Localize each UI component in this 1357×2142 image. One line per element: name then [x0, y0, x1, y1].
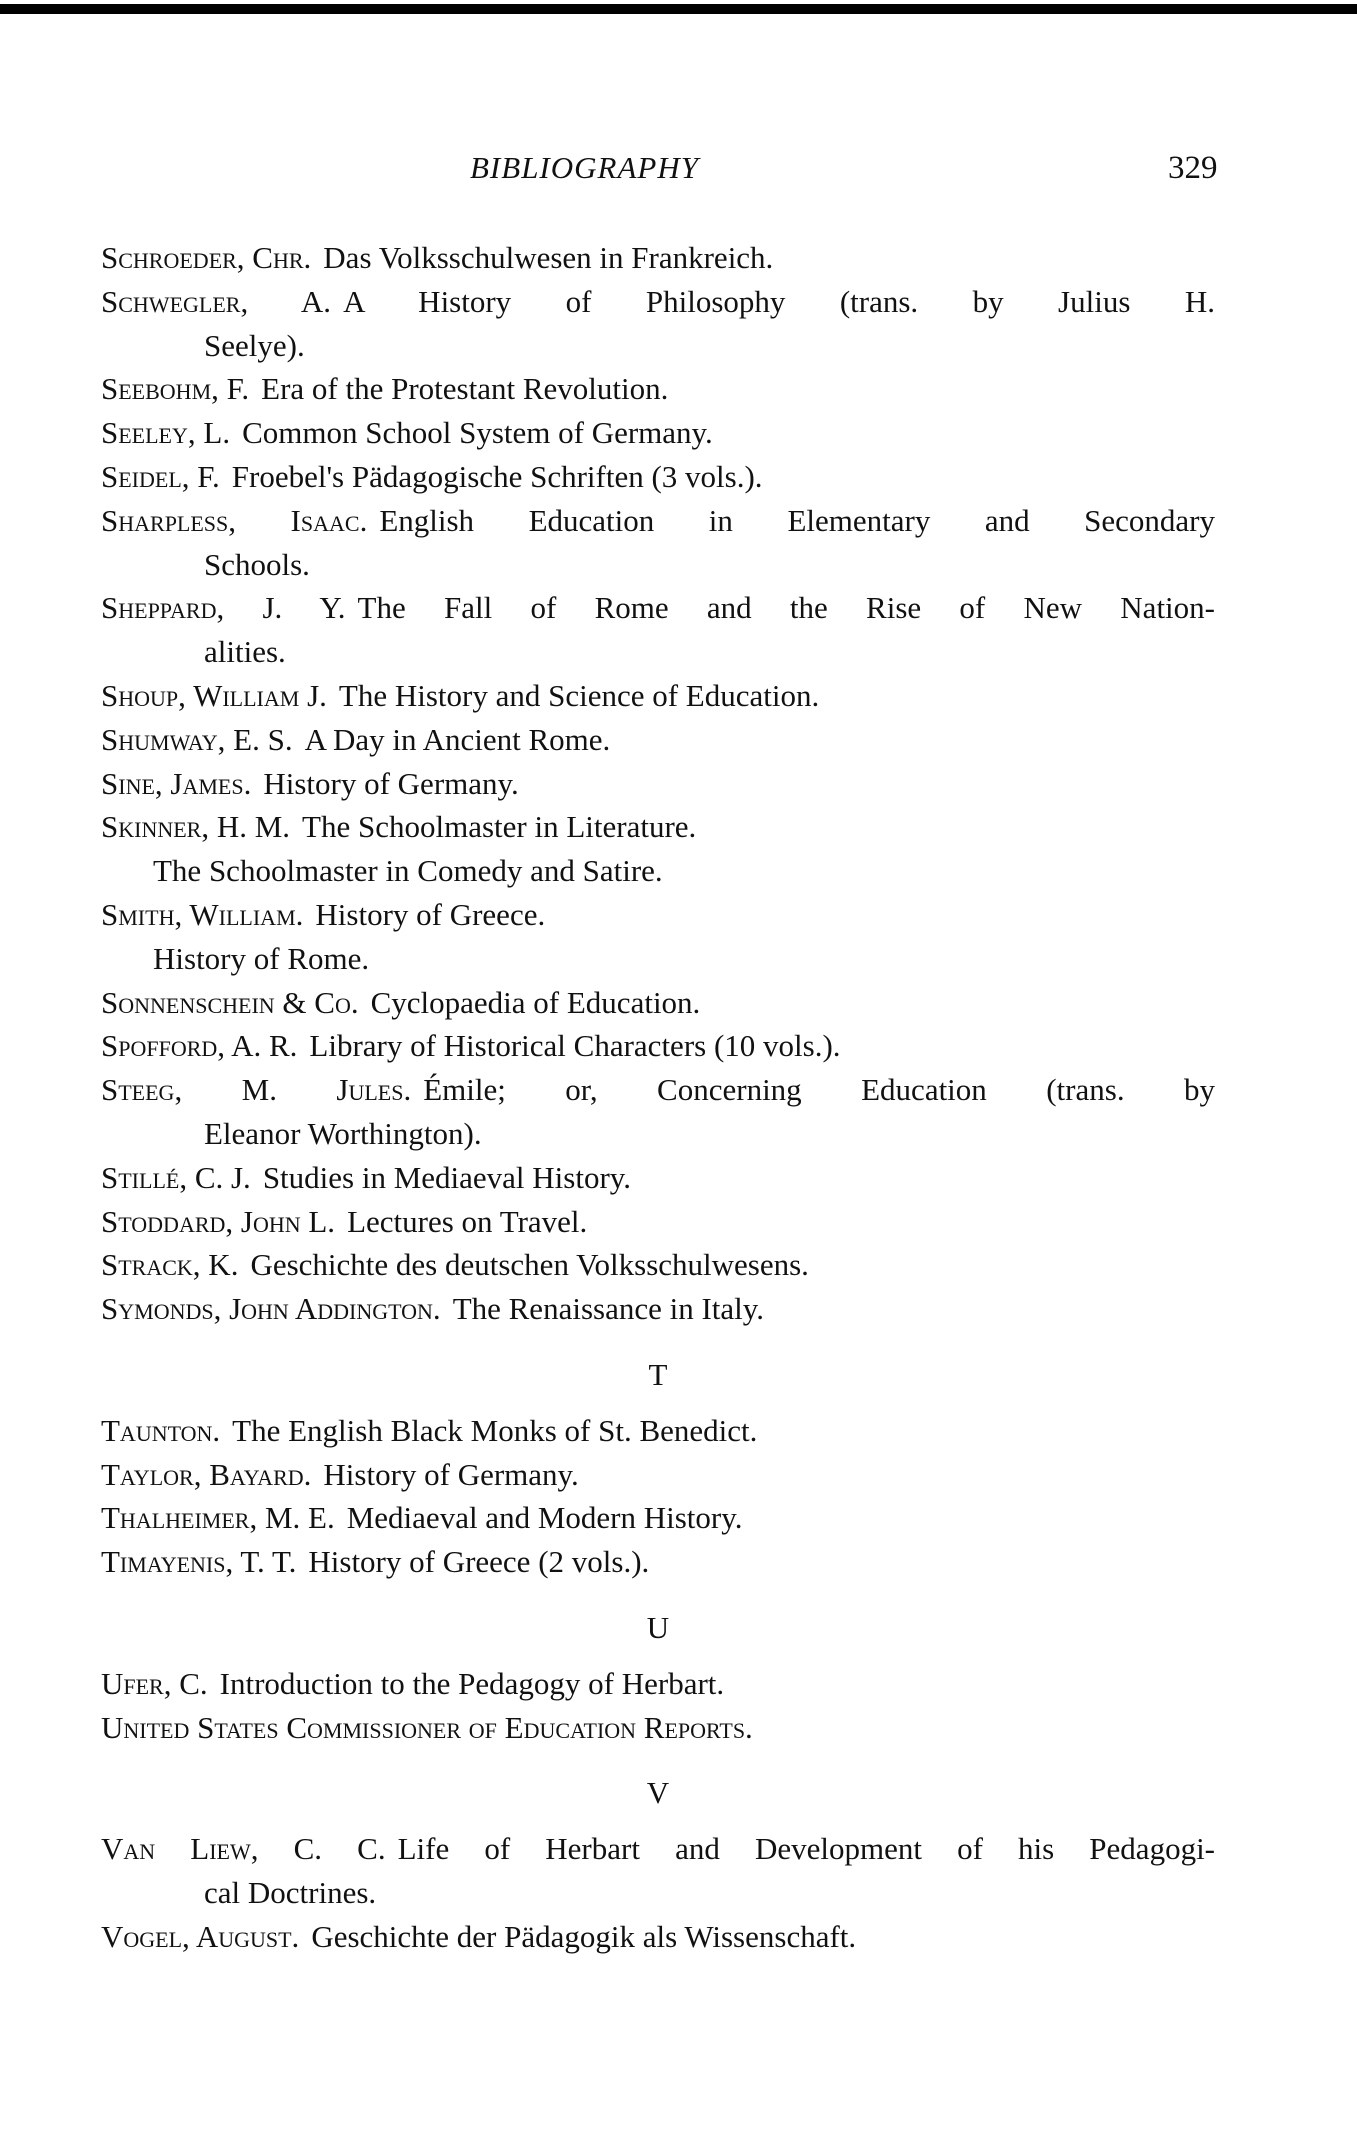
work-title: English Education in Elementary and Secondary — [379, 502, 1215, 538]
additional-work: The Schoolmaster in Comedy and Satire. — [153, 853, 663, 889]
work-title: Mediaeval and Modern History. — [346, 1500, 743, 1536]
section-letter: V — [646, 1775, 670, 1811]
section-letter: T — [648, 1356, 668, 1392]
entry-first-line — [101, 1287, 1215, 1331]
entry-first-line — [101, 1827, 1215, 1871]
author-name: Stoddard, John L. — [101, 1203, 336, 1239]
author-name: Steeg, M. Jules. — [101, 1072, 412, 1108]
author-name: Taylor, Bayard. — [101, 1456, 312, 1492]
author-name: Van Liew, C. C. — [101, 1831, 386, 1867]
bibliography-entry — [101, 1287, 1215, 1331]
bibliography-entry — [101, 1915, 1215, 1959]
work-title: A Day in Ancient Rome. — [304, 721, 611, 757]
bibliography-entry — [101, 805, 1215, 893]
work-title: Émile; or, Concerning Education (trans. by — [423, 1072, 1215, 1108]
author-name: Vogel, August. — [101, 1918, 300, 1954]
work-title: The History and Science of Education. — [338, 677, 820, 713]
author-name: Stillé, C. J. — [101, 1159, 251, 1195]
entry-first-line — [101, 1200, 1215, 1244]
author-name: United States Commissioner of Education Reports. — [101, 1709, 753, 1745]
author-name: Sharpless, Isaac. — [101, 502, 368, 538]
running-header — [0, 150, 1357, 194]
bibliography-entry — [101, 1662, 1215, 1706]
bibliography-entry — [101, 1409, 1215, 1453]
running-title: BIBLIOGRAPHY — [470, 150, 699, 185]
work-title: The Renaissance in Italy. — [452, 1291, 765, 1327]
author-name: Taunton. — [101, 1412, 221, 1448]
work-title: The Fall of Rome and the Rise of New Nation- — [357, 590, 1215, 626]
work-title: Froebel's Pädagogische Schriften (3 vols.). — [231, 458, 763, 494]
work-title: Introduction to the Pedagogy of Herbart. — [219, 1665, 725, 1701]
work-title: Das Volksschulwesen in Frankreich. — [323, 240, 774, 275]
entry-first-line — [101, 981, 1215, 1025]
bibliography-entry — [101, 893, 1215, 981]
entry-first-line — [101, 280, 1215, 324]
author-name: Thalheimer, M. E. — [101, 1500, 335, 1536]
page-number: 329 — [1168, 150, 1218, 186]
entry-first-line — [101, 1024, 1215, 1068]
entry-first-line — [101, 718, 1215, 762]
author-name: Timayenis, T. T. — [101, 1544, 297, 1580]
work-title: Era of the Protestant Revolution. — [261, 371, 669, 407]
entry-first-line — [101, 762, 1215, 806]
author-name: Schwegler, A. — [101, 283, 332, 319]
entry-first-line — [101, 1662, 1215, 1706]
author-name: Seidel, F. — [101, 458, 220, 494]
work-title: Geschichte des deutschen Volksschulwesens. — [250, 1247, 809, 1283]
work-title: Life of Herbart and Development of his Pedagogi- — [397, 1831, 1215, 1867]
bibliography-entry — [101, 236, 1215, 280]
author-name: Smith, William. — [101, 896, 304, 932]
bibliography-entry — [101, 1496, 1215, 1540]
work-title: The Schoolmaster in Literature. — [302, 809, 697, 845]
title-continuation: Eleanor Worthington). — [204, 1115, 482, 1151]
title-continuation: cal Doctrines. — [204, 1874, 377, 1910]
work-title: A History of Philosophy (trans. by Julius H. — [343, 283, 1215, 319]
author-name: Sheppard, J. Y. — [101, 590, 346, 626]
bibliography-entry — [101, 411, 1215, 455]
work-title: Geschichte der Pädagogik als Wissenschaft. — [311, 1918, 857, 1954]
work-title: History of Germany. — [323, 1456, 579, 1492]
author-name: Shumway, E. S. — [101, 721, 293, 757]
entry-first-line — [101, 411, 1215, 455]
bibliography-entry — [101, 1453, 1215, 1497]
entry-first-line — [101, 367, 1215, 411]
entry-first-line — [101, 1453, 1215, 1497]
bibliography-entry — [101, 499, 1215, 587]
work-title: Studies in Mediaeval History. — [262, 1159, 632, 1195]
work-title: History of Germany. — [263, 765, 519, 801]
title-continuation: Schools. — [204, 546, 310, 582]
bibliography-entry — [101, 1243, 1215, 1287]
additional-work: History of Rome. — [153, 940, 370, 976]
bibliography-entry — [101, 762, 1215, 806]
bibliography-entry — [101, 367, 1215, 411]
bibliography-entry — [101, 1024, 1215, 1068]
entry-first-line — [101, 236, 1215, 280]
entry-first-line — [101, 1156, 1215, 1200]
work-title: The English Black Monks of St. Benedict. — [232, 1412, 758, 1448]
work-title: History of Greece (2 vols.). — [308, 1544, 650, 1580]
author-name: Skinner, H. M. — [101, 809, 291, 845]
work-title: Library of Historical Characters (10 vols.). — [309, 1028, 841, 1064]
author-name: Spofford, A. R. — [101, 1028, 298, 1064]
bibliography-entry — [101, 981, 1215, 1025]
bibliography-entry — [101, 455, 1215, 499]
author-name: Shoup, William J. — [101, 677, 327, 713]
page-top-border — [0, 4, 1357, 14]
work-title: Cyclopaedia of Education. — [370, 984, 701, 1020]
section-letter: U — [646, 1609, 670, 1645]
entry-first-line — [101, 805, 1215, 849]
bibliography-entry — [101, 718, 1215, 762]
entry-first-line — [101, 1915, 1215, 1959]
entry-first-line — [101, 1243, 1215, 1287]
entry-first-line — [101, 455, 1215, 499]
work-title: Lectures on Travel. — [347, 1203, 588, 1239]
title-continuation: alities. — [204, 634, 286, 670]
author-name: Sonnenschein & Co. — [101, 984, 359, 1020]
author-name: Strack, K. — [101, 1247, 239, 1283]
author-name: Ufer, C. — [101, 1665, 208, 1701]
entry-first-line — [101, 1409, 1215, 1453]
author-name: Schroeder, Chr. — [101, 240, 312, 275]
entry-first-line — [101, 1496, 1215, 1540]
bibliography-entry — [101, 586, 1215, 674]
bibliography-entry — [101, 1200, 1215, 1244]
bibliography-entry — [101, 674, 1215, 718]
bibliography-entry — [101, 1156, 1215, 1200]
entry-first-line — [101, 1540, 1215, 1584]
work-title: Common School System of Germany. — [242, 415, 713, 451]
title-continuation: Seelye). — [204, 327, 305, 363]
author-name: Symonds, John Addington. — [101, 1291, 441, 1327]
author-name: Seebohm, F. — [101, 371, 250, 407]
entry-first-line — [101, 674, 1215, 718]
bibliography-entry — [101, 280, 1215, 368]
bibliography-list — [101, 236, 1215, 1958]
bibliography-entry — [101, 1068, 1215, 1156]
bibliography-entry — [101, 1827, 1215, 1915]
entry-first-line — [101, 1068, 1215, 1112]
bibliography-entry — [101, 1540, 1215, 1584]
author-name: Sine, James. — [101, 765, 252, 801]
bibliography-entry — [101, 1706, 1215, 1750]
author-name: Seeley, L. — [101, 415, 231, 451]
entry-first-line — [101, 1706, 1215, 1750]
entry-first-line — [101, 586, 1215, 630]
entry-first-line — [101, 499, 1215, 543]
work-title: History of Greece. — [315, 896, 546, 932]
entry-first-line — [101, 893, 1215, 937]
